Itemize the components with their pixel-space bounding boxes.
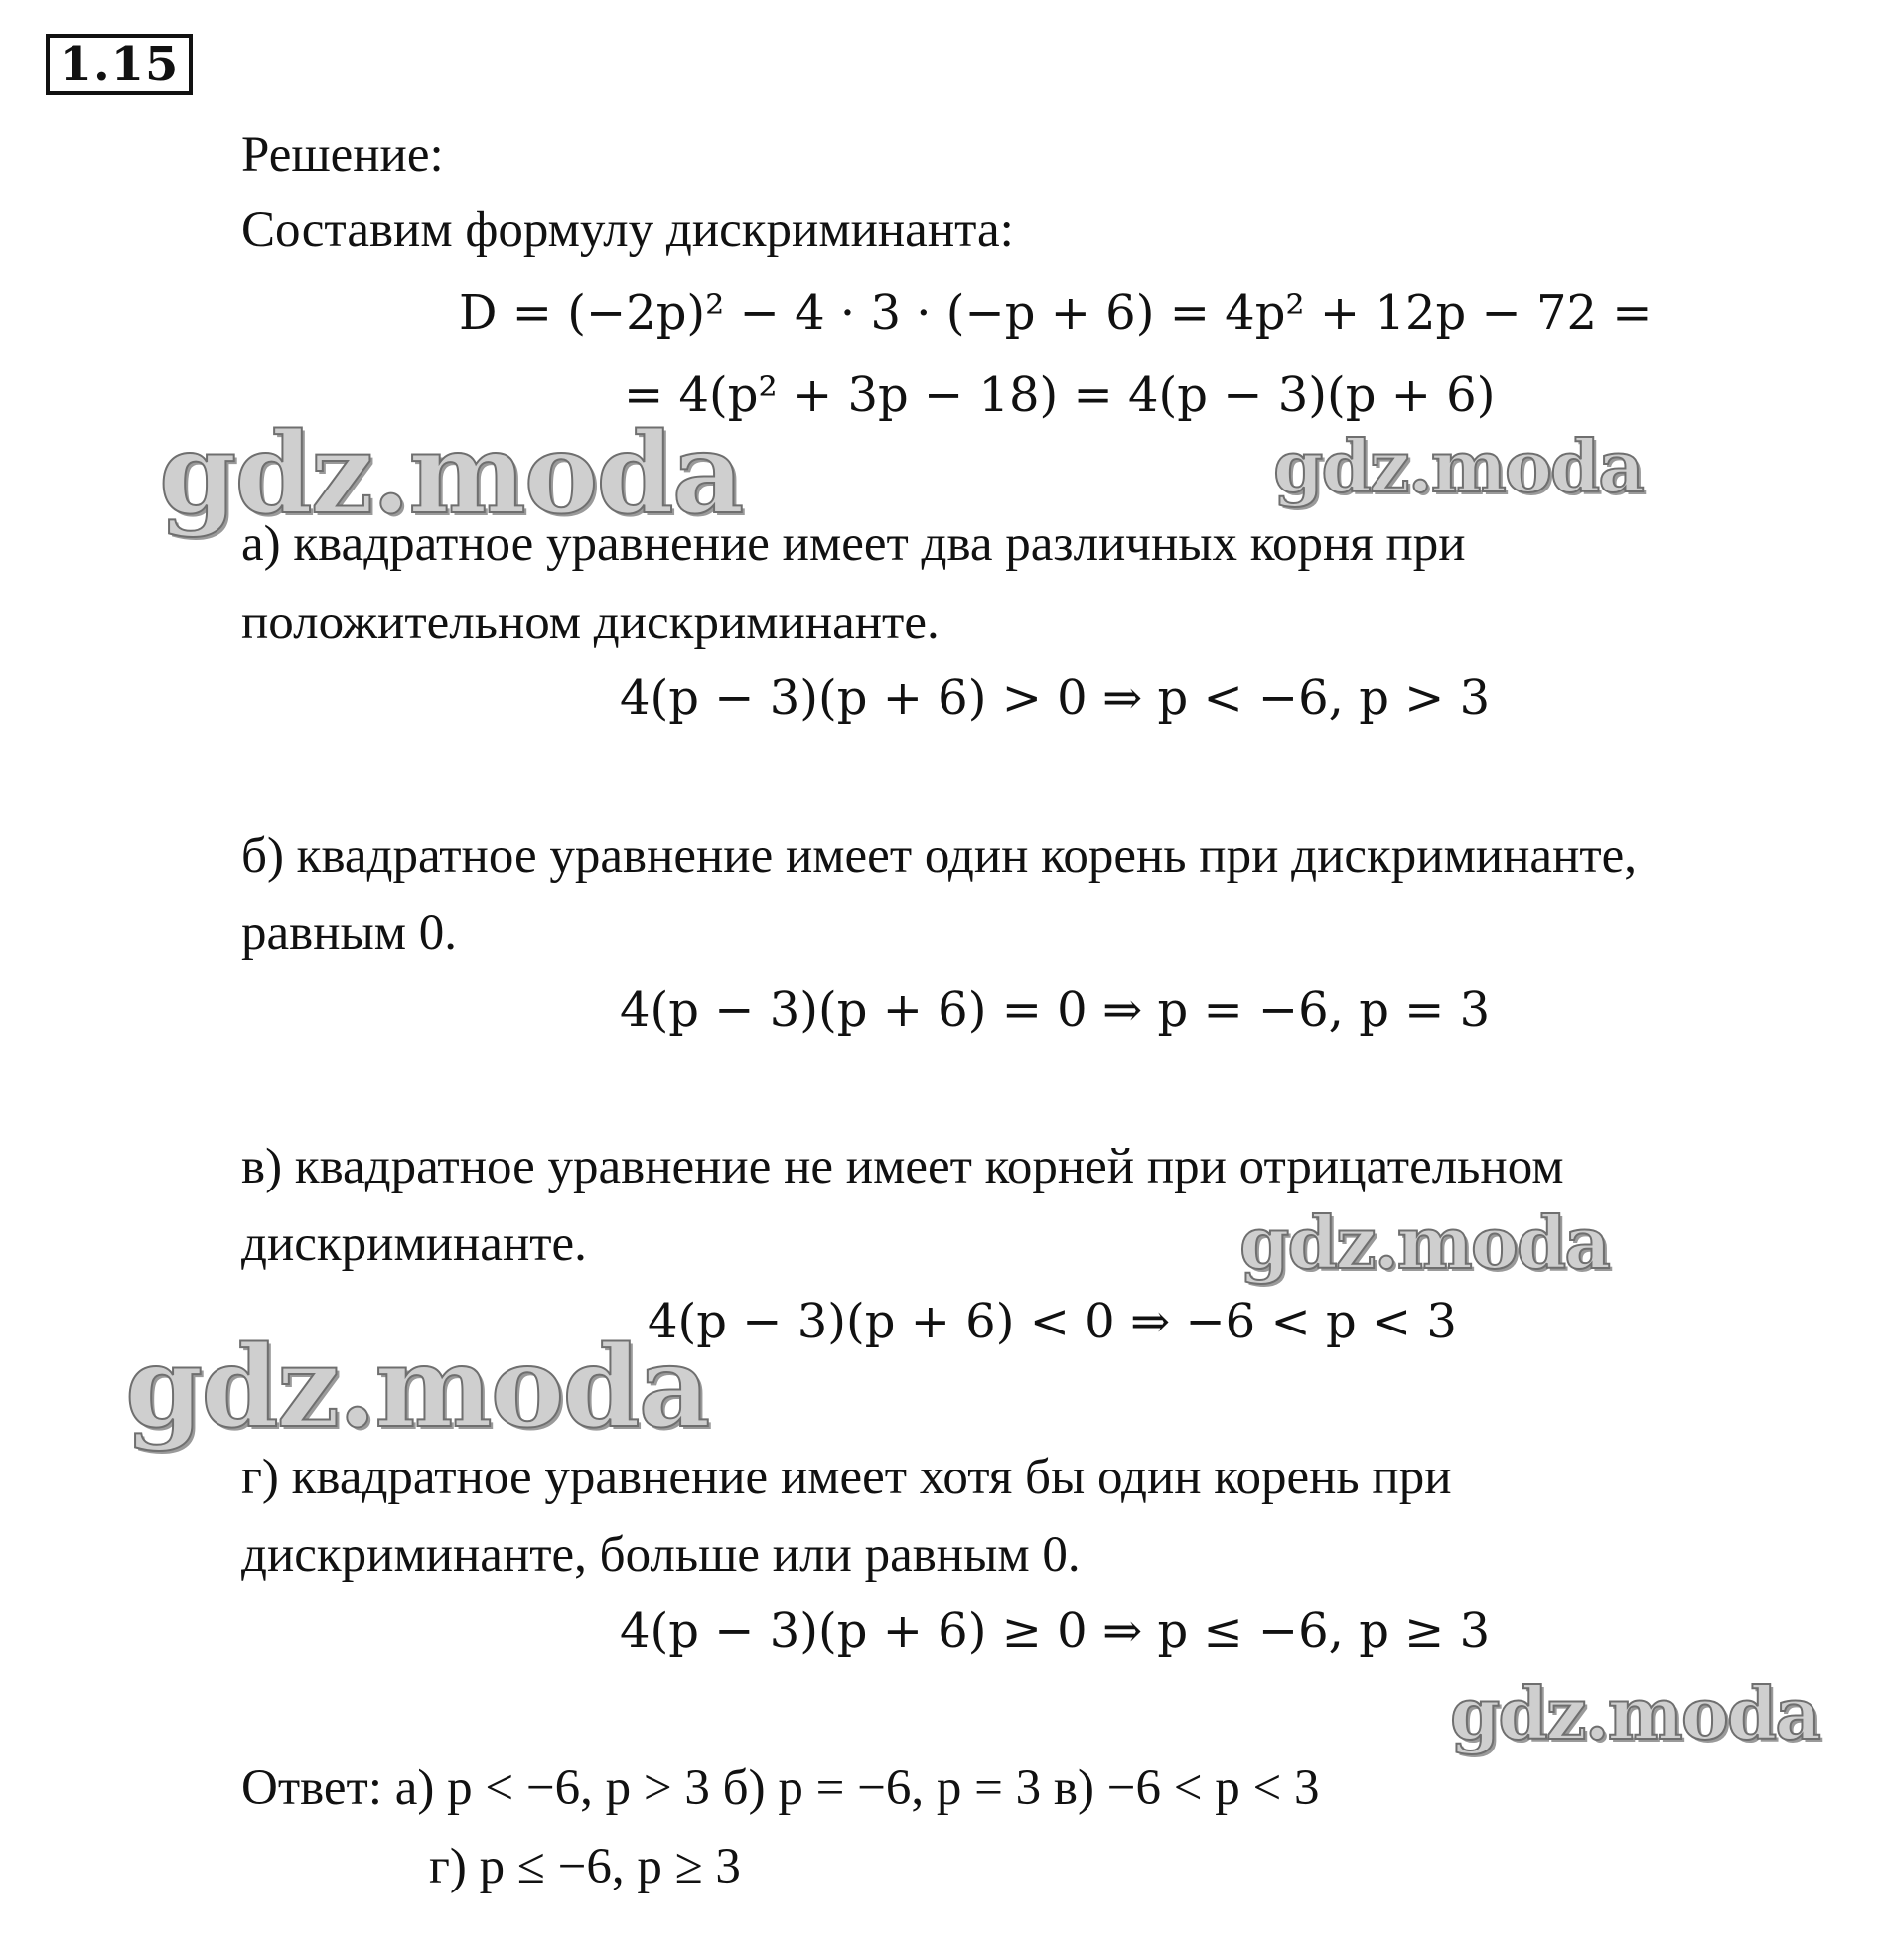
watermark-3: gdz.moda <box>1239 1200 1609 1285</box>
part-v-text-line-1: в) квадратное уравнение не имеет корней при отрицательном <box>241 1139 1564 1194</box>
part-g-formula: 4(p − 3)(p + 6) ≥ 0 ⇒ p ≤ −6, p ≥ 3 <box>620 1604 1491 1659</box>
part-v-text-line-2: дискриминанте. <box>241 1216 587 1272</box>
part-a-text-line-2: положительном дискриминанте. <box>241 595 940 650</box>
part-a-formula: 4(p − 3)(p + 6) > 0 ⇒ p < −6, p > 3 <box>620 670 1491 726</box>
answer-line-2: г) p ≤ −6, p ≥ 3 <box>429 1839 741 1894</box>
part-v-formula: 4(p − 3)(p + 6) < 0 ⇒ −6 < p < 3 <box>648 1294 1457 1349</box>
discriminant-line-1: D = (−2p)² − 4 · 3 · (−p + 6) = 4p² + 12p − 72 = <box>459 285 1653 341</box>
watermark-4: gdz.moda <box>125 1323 709 1453</box>
part-b-text-line-2: равным 0. <box>241 906 458 961</box>
solution-heading: Решение: <box>241 127 444 183</box>
part-g-text-line-1: г) квадратное уравнение имеет хотя бы один корень при <box>241 1450 1452 1505</box>
watermark-1: gdz.moda <box>159 409 743 539</box>
part-g-text-line-2: дискриминанте, больше или равным 0. <box>241 1527 1081 1583</box>
watermark-5: gdz.moda <box>1450 1671 1819 1755</box>
part-b-formula: 4(p − 3)(p + 6) = 0 ⇒ p = −6, p = 3 <box>620 982 1491 1038</box>
watermark-2: gdz.moda <box>1273 424 1643 508</box>
intro-text: Составим формулу дискриминанта: <box>241 203 1014 258</box>
discriminant-line-2: = 4(p² + 3p − 18) = 4(p − 3)(p + 6) <box>624 367 1496 423</box>
answer-line-1: Ответ: а) p < −6, p > 3 б) p = −6, p = 3 в) −6 < p < 3 <box>241 1760 1320 1816</box>
problem-number: 1.15 <box>46 34 193 95</box>
part-b-text-line-1: б) квадратное уравнение имеет один корень при дискриминанте, <box>241 828 1638 884</box>
part-a-text-line-1: а) квадратное уравнение имеет два различных корня при <box>241 516 1466 572</box>
